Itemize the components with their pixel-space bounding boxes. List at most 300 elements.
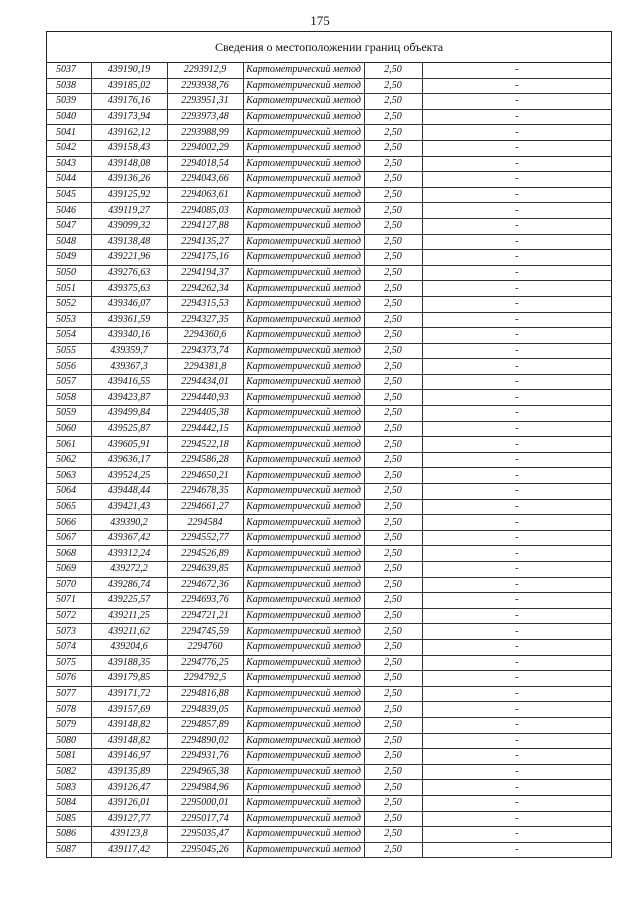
point-number-cell: 5053 bbox=[47, 312, 91, 328]
description-cell: - bbox=[422, 172, 611, 188]
table-row bbox=[47, 406, 611, 422]
accuracy-cell: 2,50 bbox=[364, 686, 422, 702]
table-row bbox=[47, 250, 611, 266]
point-number-cell: 5079 bbox=[47, 717, 91, 733]
x-coordinate-cell: 439375,63 bbox=[91, 281, 167, 297]
method-cell: Картометрический метод bbox=[243, 686, 364, 702]
table-row bbox=[47, 328, 611, 344]
method-cell: Картометрический метод bbox=[243, 234, 364, 250]
description-cell: - bbox=[422, 764, 611, 780]
method-cell: Картометрический метод bbox=[243, 484, 364, 500]
point-number-cell: 5037 bbox=[47, 63, 91, 78]
x-coordinate-cell: 439272,2 bbox=[91, 562, 167, 578]
y-coordinate-cell: 2294586,28 bbox=[167, 452, 243, 468]
y-coordinate-cell: 2293912,9 bbox=[167, 63, 243, 78]
accuracy-cell: 2,50 bbox=[364, 218, 422, 234]
description-cell: - bbox=[422, 499, 611, 515]
point-number-cell: 5074 bbox=[47, 639, 91, 655]
description-cell: - bbox=[422, 655, 611, 671]
x-coordinate-cell: 439499,84 bbox=[91, 406, 167, 422]
point-number-cell: 5078 bbox=[47, 702, 91, 718]
table-row bbox=[47, 827, 611, 843]
y-coordinate-cell: 2295035,47 bbox=[167, 827, 243, 843]
y-coordinate-cell: 2294792,5 bbox=[167, 671, 243, 687]
point-number-cell: 5066 bbox=[47, 515, 91, 531]
table-row bbox=[47, 203, 611, 219]
table-row bbox=[47, 702, 611, 718]
accuracy-cell: 2,50 bbox=[364, 63, 422, 78]
coordinates-table-body bbox=[47, 63, 611, 858]
accuracy-cell: 2,50 bbox=[364, 250, 422, 266]
y-coordinate-cell: 2294018,54 bbox=[167, 156, 243, 172]
method-cell: Картометрический метод bbox=[243, 530, 364, 546]
point-number-cell: 5057 bbox=[47, 374, 91, 390]
y-coordinate-cell: 2294262,34 bbox=[167, 281, 243, 297]
method-cell: Картометрический метод bbox=[243, 109, 364, 125]
point-number-cell: 5039 bbox=[47, 94, 91, 110]
y-coordinate-cell: 2295045,26 bbox=[167, 842, 243, 858]
x-coordinate-cell: 439146,97 bbox=[91, 749, 167, 765]
accuracy-cell: 2,50 bbox=[364, 296, 422, 312]
accuracy-cell: 2,50 bbox=[364, 156, 422, 172]
x-coordinate-cell: 439367,42 bbox=[91, 530, 167, 546]
accuracy-cell: 2,50 bbox=[364, 374, 422, 390]
x-coordinate-cell: 439117,42 bbox=[91, 842, 167, 858]
x-coordinate-cell: 439359,7 bbox=[91, 343, 167, 359]
description-cell: - bbox=[422, 515, 611, 531]
accuracy-cell: 2,50 bbox=[364, 281, 422, 297]
table-row bbox=[47, 671, 611, 687]
x-coordinate-cell: 439179,85 bbox=[91, 671, 167, 687]
accuracy-cell: 2,50 bbox=[364, 671, 422, 687]
x-coordinate-cell: 439524,25 bbox=[91, 468, 167, 484]
accuracy-cell: 2,50 bbox=[364, 608, 422, 624]
method-cell: Картометрический метод bbox=[243, 328, 364, 344]
method-cell: Картометрический метод bbox=[243, 452, 364, 468]
method-cell: Картометрический метод bbox=[243, 827, 364, 843]
method-cell: Картометрический метод bbox=[243, 140, 364, 156]
point-number-cell: 5065 bbox=[47, 499, 91, 515]
x-coordinate-cell: 439367,3 bbox=[91, 359, 167, 375]
y-coordinate-cell: 2294440,93 bbox=[167, 390, 243, 406]
y-coordinate-cell: 2294373,74 bbox=[167, 343, 243, 359]
method-cell: Картометрический метод bbox=[243, 733, 364, 749]
method-cell: Картометрический метод bbox=[243, 562, 364, 578]
table-row bbox=[47, 265, 611, 281]
y-coordinate-cell: 2294063,61 bbox=[167, 187, 243, 203]
x-coordinate-cell: 439361,59 bbox=[91, 312, 167, 328]
description-cell: - bbox=[422, 218, 611, 234]
method-cell: Картометрический метод bbox=[243, 187, 364, 203]
y-coordinate-cell: 2294175,16 bbox=[167, 250, 243, 266]
description-cell: - bbox=[422, 577, 611, 593]
point-number-cell: 5073 bbox=[47, 624, 91, 640]
accuracy-cell: 2,50 bbox=[364, 499, 422, 515]
description-cell: - bbox=[422, 343, 611, 359]
table-row bbox=[47, 499, 611, 515]
x-coordinate-cell: 439185,02 bbox=[91, 78, 167, 94]
accuracy-cell: 2,50 bbox=[364, 452, 422, 468]
point-number-cell: 5075 bbox=[47, 655, 91, 671]
method-cell: Картометрический метод bbox=[243, 343, 364, 359]
x-coordinate-cell: 439176,16 bbox=[91, 94, 167, 110]
point-number-cell: 5041 bbox=[47, 125, 91, 141]
x-coordinate-cell: 439136,26 bbox=[91, 172, 167, 188]
y-coordinate-cell: 2294434,01 bbox=[167, 374, 243, 390]
method-cell: Картометрический метод bbox=[243, 312, 364, 328]
y-coordinate-cell: 2294002,29 bbox=[167, 140, 243, 156]
accuracy-cell: 2,50 bbox=[364, 546, 422, 562]
table-row bbox=[47, 577, 611, 593]
y-coordinate-cell: 2294043,66 bbox=[167, 172, 243, 188]
table-row bbox=[47, 608, 611, 624]
table-row bbox=[47, 125, 611, 141]
y-coordinate-cell: 2293988,99 bbox=[167, 125, 243, 141]
method-cell: Картометрический метод bbox=[243, 749, 364, 765]
y-coordinate-cell: 2294552,77 bbox=[167, 530, 243, 546]
description-cell: - bbox=[422, 671, 611, 687]
method-cell: Картометрический метод bbox=[243, 717, 364, 733]
table-caption: Сведения о местоположении границ объекта bbox=[47, 32, 611, 63]
method-cell: Картометрический метод bbox=[243, 624, 364, 640]
description-cell: - bbox=[422, 281, 611, 297]
x-coordinate-cell: 439162,12 bbox=[91, 125, 167, 141]
accuracy-cell: 2,50 bbox=[364, 749, 422, 765]
table-row bbox=[47, 218, 611, 234]
method-cell: Картометрический метод bbox=[243, 593, 364, 609]
y-coordinate-cell: 2294085,03 bbox=[167, 203, 243, 219]
point-number-cell: 5046 bbox=[47, 203, 91, 219]
point-number-cell: 5063 bbox=[47, 468, 91, 484]
accuracy-cell: 2,50 bbox=[364, 639, 422, 655]
point-number-cell: 5043 bbox=[47, 156, 91, 172]
table-row bbox=[47, 140, 611, 156]
method-cell: Картометрический метод bbox=[243, 94, 364, 110]
x-coordinate-cell: 439148,82 bbox=[91, 717, 167, 733]
point-number-cell: 5049 bbox=[47, 250, 91, 266]
y-coordinate-cell: 2294360,6 bbox=[167, 328, 243, 344]
table-row bbox=[47, 187, 611, 203]
accuracy-cell: 2,50 bbox=[364, 655, 422, 671]
point-number-cell: 5038 bbox=[47, 78, 91, 94]
y-coordinate-cell: 2293973,48 bbox=[167, 109, 243, 125]
accuracy-cell: 2,50 bbox=[364, 702, 422, 718]
y-coordinate-cell: 2294931,76 bbox=[167, 749, 243, 765]
point-number-cell: 5047 bbox=[47, 218, 91, 234]
method-cell: Картометрический метод bbox=[243, 655, 364, 671]
table-row bbox=[47, 655, 611, 671]
point-number-cell: 5052 bbox=[47, 296, 91, 312]
accuracy-cell: 2,50 bbox=[364, 234, 422, 250]
table-row bbox=[47, 686, 611, 702]
description-cell: - bbox=[422, 686, 611, 702]
table-row bbox=[47, 717, 611, 733]
x-coordinate-cell: 439636,17 bbox=[91, 452, 167, 468]
method-cell: Картометрический метод bbox=[243, 406, 364, 422]
accuracy-cell: 2,50 bbox=[364, 359, 422, 375]
x-coordinate-cell: 439157,69 bbox=[91, 702, 167, 718]
point-number-cell: 5054 bbox=[47, 328, 91, 344]
table-row bbox=[47, 421, 611, 437]
accuracy-cell: 2,50 bbox=[364, 827, 422, 843]
x-coordinate-cell: 439211,62 bbox=[91, 624, 167, 640]
table-row bbox=[47, 296, 611, 312]
accuracy-cell: 2,50 bbox=[364, 530, 422, 546]
description-cell: - bbox=[422, 94, 611, 110]
method-cell: Картометрический метод bbox=[243, 842, 364, 858]
x-coordinate-cell: 439190,19 bbox=[91, 63, 167, 78]
x-coordinate-cell: 439099,32 bbox=[91, 218, 167, 234]
description-cell: - bbox=[422, 250, 611, 266]
accuracy-cell: 2,50 bbox=[364, 328, 422, 344]
description-cell: - bbox=[422, 265, 611, 281]
description-cell: - bbox=[422, 234, 611, 250]
accuracy-cell: 2,50 bbox=[364, 515, 422, 531]
y-coordinate-cell: 2294890,02 bbox=[167, 733, 243, 749]
accuracy-cell: 2,50 bbox=[364, 94, 422, 110]
point-number-cell: 5042 bbox=[47, 140, 91, 156]
x-coordinate-cell: 439173,94 bbox=[91, 109, 167, 125]
point-number-cell: 5059 bbox=[47, 406, 91, 422]
y-coordinate-cell: 2294405,38 bbox=[167, 406, 243, 422]
accuracy-cell: 2,50 bbox=[364, 343, 422, 359]
point-number-cell: 5067 bbox=[47, 530, 91, 546]
y-coordinate-cell: 2294135,27 bbox=[167, 234, 243, 250]
table-row bbox=[47, 390, 611, 406]
y-coordinate-cell: 2294816,88 bbox=[167, 686, 243, 702]
x-coordinate-cell: 439421,43 bbox=[91, 499, 167, 515]
x-coordinate-cell: 439127,77 bbox=[91, 811, 167, 827]
method-cell: Картометрический метод bbox=[243, 78, 364, 94]
method-cell: Картометрический метод bbox=[243, 125, 364, 141]
table-row bbox=[47, 780, 611, 796]
y-coordinate-cell: 2294693,76 bbox=[167, 593, 243, 609]
accuracy-cell: 2,50 bbox=[364, 203, 422, 219]
accuracy-cell: 2,50 bbox=[364, 717, 422, 733]
description-cell: - bbox=[422, 717, 611, 733]
accuracy-cell: 2,50 bbox=[364, 109, 422, 125]
method-cell: Картометрический метод bbox=[243, 515, 364, 531]
accuracy-cell: 2,50 bbox=[364, 577, 422, 593]
point-number-cell: 5072 bbox=[47, 608, 91, 624]
point-number-cell: 5081 bbox=[47, 749, 91, 765]
x-coordinate-cell: 439126,47 bbox=[91, 780, 167, 796]
method-cell: Картометрический метод bbox=[243, 639, 364, 655]
accuracy-cell: 2,50 bbox=[364, 733, 422, 749]
point-number-cell: 5044 bbox=[47, 172, 91, 188]
accuracy-cell: 2,50 bbox=[364, 764, 422, 780]
x-coordinate-cell: 439126,01 bbox=[91, 795, 167, 811]
point-number-cell: 5062 bbox=[47, 452, 91, 468]
y-coordinate-cell: 2295000,01 bbox=[167, 795, 243, 811]
y-coordinate-cell: 2294678,35 bbox=[167, 484, 243, 500]
point-number-cell: 5069 bbox=[47, 562, 91, 578]
method-cell: Картометрический метод bbox=[243, 764, 364, 780]
y-coordinate-cell: 2294650,21 bbox=[167, 468, 243, 484]
x-coordinate-cell: 439525,87 bbox=[91, 421, 167, 437]
description-cell: - bbox=[422, 733, 611, 749]
accuracy-cell: 2,50 bbox=[364, 125, 422, 141]
x-coordinate-cell: 439125,92 bbox=[91, 187, 167, 203]
point-number-cell: 5083 bbox=[47, 780, 91, 796]
method-cell: Картометрический метод bbox=[243, 421, 364, 437]
table-row bbox=[47, 312, 611, 328]
table-row bbox=[47, 593, 611, 609]
description-cell: - bbox=[422, 795, 611, 811]
y-coordinate-cell: 2294526,89 bbox=[167, 546, 243, 562]
x-coordinate-cell: 439423,87 bbox=[91, 390, 167, 406]
x-coordinate-cell: 439123,8 bbox=[91, 827, 167, 843]
method-cell: Картометрический метод bbox=[243, 702, 364, 718]
description-cell: - bbox=[422, 437, 611, 453]
table-row bbox=[47, 468, 611, 484]
description-cell: - bbox=[422, 63, 611, 78]
table-row bbox=[47, 733, 611, 749]
point-number-cell: 5055 bbox=[47, 343, 91, 359]
accuracy-cell: 2,50 bbox=[364, 140, 422, 156]
method-cell: Картометрический метод bbox=[243, 250, 364, 266]
description-cell: - bbox=[422, 546, 611, 562]
table-row bbox=[47, 234, 611, 250]
y-coordinate-cell: 2294857,89 bbox=[167, 717, 243, 733]
accuracy-cell: 2,50 bbox=[364, 593, 422, 609]
point-number-cell: 5071 bbox=[47, 593, 91, 609]
point-number-cell: 5064 bbox=[47, 484, 91, 500]
description-cell: - bbox=[422, 390, 611, 406]
accuracy-cell: 2,50 bbox=[364, 484, 422, 500]
method-cell: Картометрический метод bbox=[243, 795, 364, 811]
point-number-cell: 5068 bbox=[47, 546, 91, 562]
description-cell: - bbox=[422, 530, 611, 546]
method-cell: Картометрический метод bbox=[243, 390, 364, 406]
description-cell: - bbox=[422, 374, 611, 390]
accuracy-cell: 2,50 bbox=[364, 187, 422, 203]
method-cell: Картометрический метод bbox=[243, 468, 364, 484]
table-row bbox=[47, 63, 611, 78]
description-cell: - bbox=[422, 639, 611, 655]
point-number-cell: 5082 bbox=[47, 764, 91, 780]
accuracy-cell: 2,50 bbox=[364, 312, 422, 328]
x-coordinate-cell: 439158,43 bbox=[91, 140, 167, 156]
page-number: 175 bbox=[310, 13, 330, 28]
description-cell: - bbox=[422, 78, 611, 94]
method-cell: Картометрический метод bbox=[243, 437, 364, 453]
description-cell: - bbox=[422, 328, 611, 344]
description-cell: - bbox=[422, 562, 611, 578]
x-coordinate-cell: 439605,91 bbox=[91, 437, 167, 453]
table-row bbox=[47, 343, 611, 359]
y-coordinate-cell: 2294327,35 bbox=[167, 312, 243, 328]
method-cell: Картометрический метод bbox=[243, 671, 364, 687]
table-row bbox=[47, 452, 611, 468]
x-coordinate-cell: 439340,16 bbox=[91, 328, 167, 344]
table-row bbox=[47, 811, 611, 827]
description-cell: - bbox=[422, 125, 611, 141]
description-cell: - bbox=[422, 702, 611, 718]
y-coordinate-cell: 2294127,88 bbox=[167, 218, 243, 234]
coordinates-table bbox=[47, 63, 611, 858]
method-cell: Картометрический метод bbox=[243, 156, 364, 172]
y-coordinate-cell: 2294442,15 bbox=[167, 421, 243, 437]
y-coordinate-cell: 2294381,8 bbox=[167, 359, 243, 375]
accuracy-cell: 2,50 bbox=[364, 624, 422, 640]
y-coordinate-cell: 2294984,96 bbox=[167, 780, 243, 796]
description-cell: - bbox=[422, 624, 611, 640]
y-coordinate-cell: 2294760 bbox=[167, 639, 243, 655]
table-row bbox=[47, 639, 611, 655]
table-row bbox=[47, 530, 611, 546]
table-row bbox=[47, 749, 611, 765]
point-number-cell: 5086 bbox=[47, 827, 91, 843]
description-cell: - bbox=[422, 452, 611, 468]
table-row bbox=[47, 94, 611, 110]
accuracy-cell: 2,50 bbox=[364, 406, 422, 422]
description-cell: - bbox=[422, 608, 611, 624]
x-coordinate-cell: 439221,96 bbox=[91, 250, 167, 266]
y-coordinate-cell: 2294315,53 bbox=[167, 296, 243, 312]
x-coordinate-cell: 439148,82 bbox=[91, 733, 167, 749]
description-cell: - bbox=[422, 109, 611, 125]
table-row bbox=[47, 281, 611, 297]
point-number-cell: 5060 bbox=[47, 421, 91, 437]
accuracy-cell: 2,50 bbox=[364, 421, 422, 437]
table-row bbox=[47, 359, 611, 375]
y-coordinate-cell: 2294776,25 bbox=[167, 655, 243, 671]
table-row bbox=[47, 546, 611, 562]
description-cell: - bbox=[422, 593, 611, 609]
point-number-cell: 5045 bbox=[47, 187, 91, 203]
accuracy-cell: 2,50 bbox=[364, 172, 422, 188]
table-row bbox=[47, 624, 611, 640]
description-cell: - bbox=[422, 468, 611, 484]
description-cell: - bbox=[422, 140, 611, 156]
x-coordinate-cell: 439416,55 bbox=[91, 374, 167, 390]
y-coordinate-cell: 2294672,36 bbox=[167, 577, 243, 593]
x-coordinate-cell: 439148,08 bbox=[91, 156, 167, 172]
method-cell: Картометрический метод bbox=[243, 374, 364, 390]
method-cell: Картометрический метод bbox=[243, 218, 364, 234]
y-coordinate-cell: 2294522,18 bbox=[167, 437, 243, 453]
method-cell: Картометрический метод bbox=[243, 546, 364, 562]
method-cell: Картометрический метод bbox=[243, 203, 364, 219]
x-coordinate-cell: 439346,07 bbox=[91, 296, 167, 312]
method-cell: Картометрический метод bbox=[243, 780, 364, 796]
y-coordinate-cell: 2294584 bbox=[167, 515, 243, 531]
accuracy-cell: 2,50 bbox=[364, 811, 422, 827]
method-cell: Картометрический метод bbox=[243, 577, 364, 593]
y-coordinate-cell: 2293938,76 bbox=[167, 78, 243, 94]
point-number-cell: 5058 bbox=[47, 390, 91, 406]
table-row bbox=[47, 109, 611, 125]
point-number-cell: 5056 bbox=[47, 359, 91, 375]
accuracy-cell: 2,50 bbox=[364, 78, 422, 94]
x-coordinate-cell: 439138,48 bbox=[91, 234, 167, 250]
point-number-cell: 5076 bbox=[47, 671, 91, 687]
x-coordinate-cell: 439171,72 bbox=[91, 686, 167, 702]
accuracy-cell: 2,50 bbox=[364, 265, 422, 281]
description-cell: - bbox=[422, 203, 611, 219]
y-coordinate-cell: 2293951,31 bbox=[167, 94, 243, 110]
point-number-cell: 5085 bbox=[47, 811, 91, 827]
description-cell: - bbox=[422, 780, 611, 796]
x-coordinate-cell: 439448,44 bbox=[91, 484, 167, 500]
x-coordinate-cell: 439390,2 bbox=[91, 515, 167, 531]
method-cell: Картометрический метод bbox=[243, 63, 364, 78]
x-coordinate-cell: 439188,35 bbox=[91, 655, 167, 671]
description-cell: - bbox=[422, 811, 611, 827]
description-cell: - bbox=[422, 421, 611, 437]
boundary-table-frame bbox=[46, 31, 612, 858]
